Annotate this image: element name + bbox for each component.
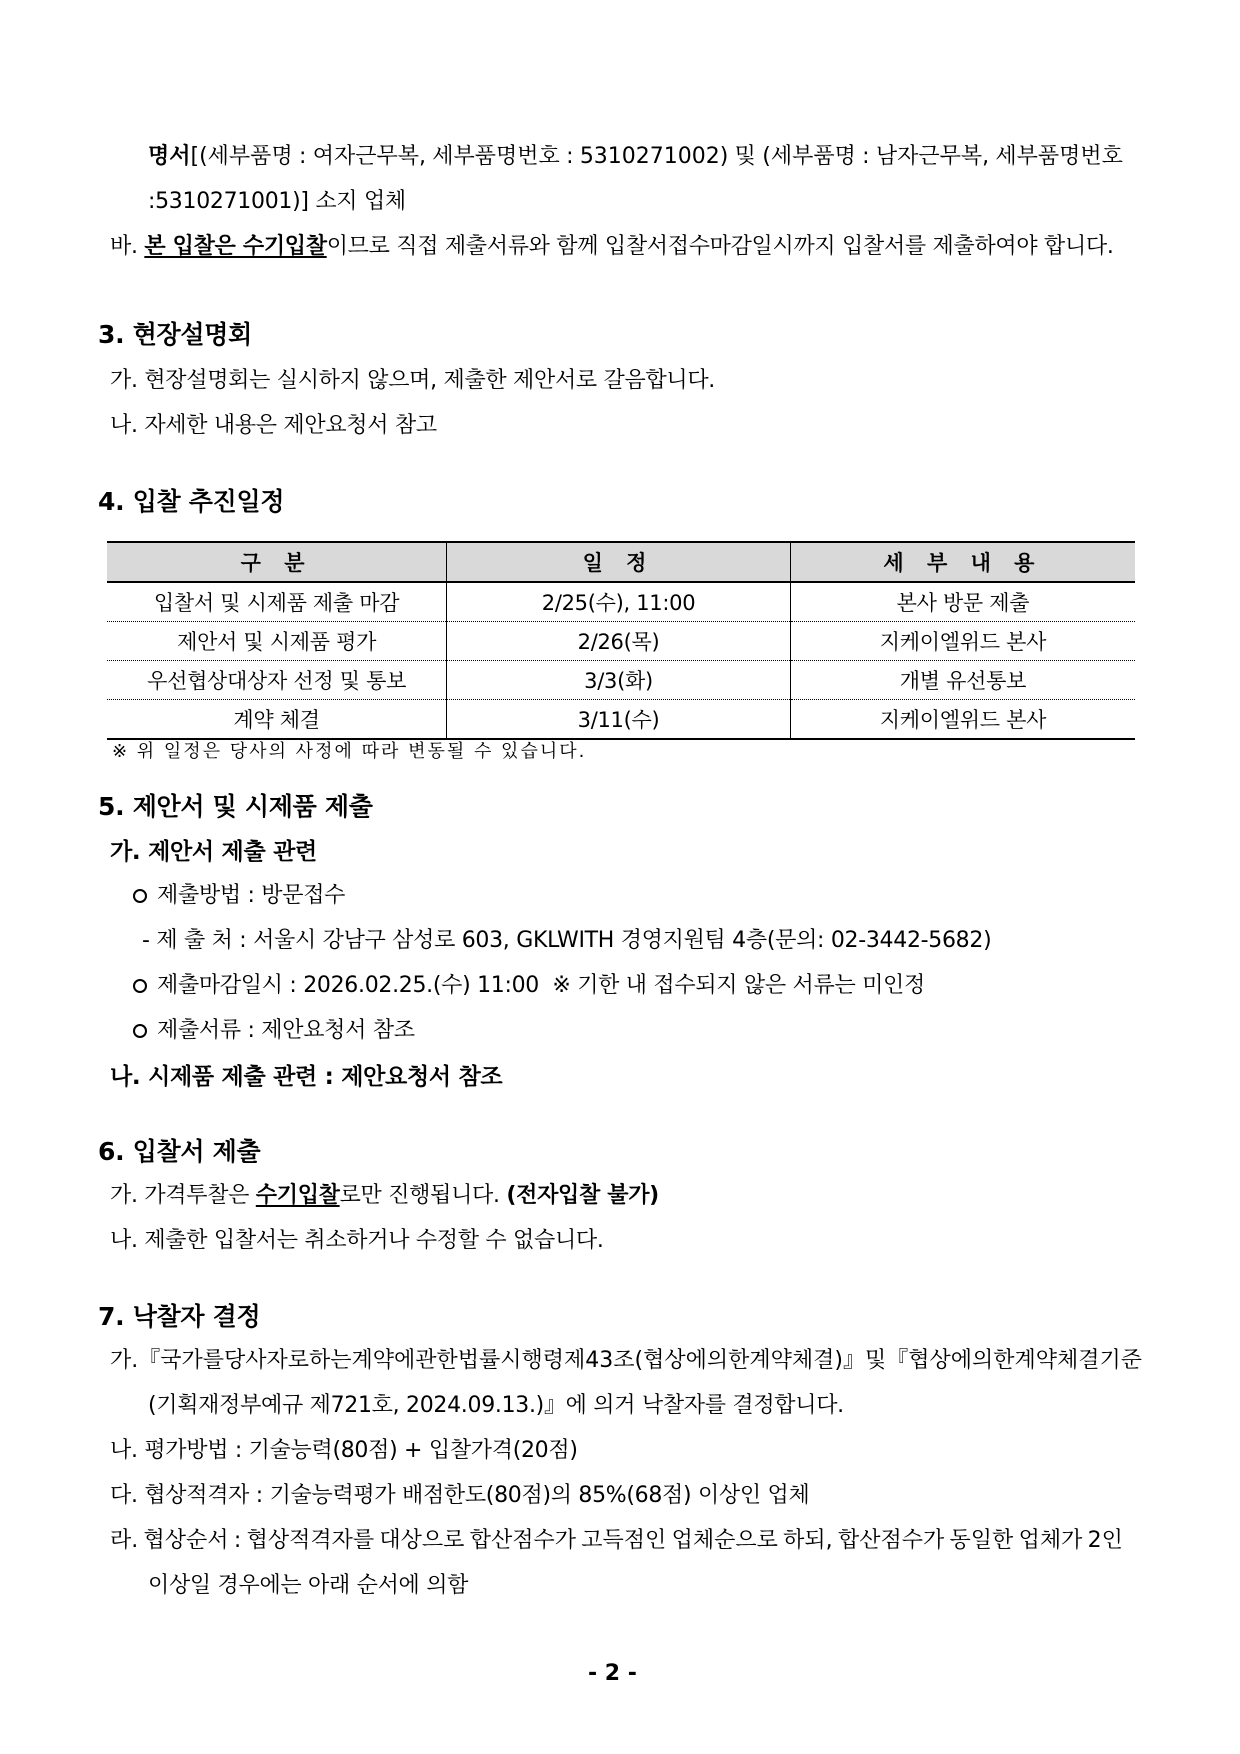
ga-word: 계약체결기준 [1014, 1348, 1143, 1373]
intro-word: 세부품명번호 [995, 144, 1123, 169]
section-5-item-documents [133, 1016, 415, 1046]
ra-word: 대상으로 [379, 1528, 465, 1553]
table-row [107, 622, 1135, 661]
table-cell: 3/3(화) [447, 661, 791, 700]
ra-word: 업체가 [1018, 1528, 1083, 1553]
ga-bold: (전자입찰 불가) [506, 1183, 659, 1208]
page-number: - 2 - [588, 1661, 637, 1686]
intro-ba-line [110, 232, 1114, 262]
schedule-header-date: 일 정 [447, 542, 791, 582]
schedule-header-category: 구 분 [107, 542, 447, 582]
section-5-sub-na: 나. 시제품 제출 관련 : 제안요청서 참조 [110, 1064, 503, 1090]
ba-underlined: 본 입찰은 수기입찰 [144, 234, 327, 259]
section-6-na: 나. 제출한 입찰서는 취소하거나 수정할 수 없습니다. [110, 1228, 604, 1253]
section-5-item-location: - 제 출 처 : 서울시 강남구 삼성로 603, GKLWITH 경영지원팀 4층(문의: 02-3442-5682) [142, 928, 992, 953]
table-cell: 2/26(목) [447, 622, 791, 661]
table-cell: 본사 방문 제출 [790, 582, 1135, 622]
item-text: 제출방법 : 방문접수 [157, 883, 346, 908]
schedule-table [107, 541, 1135, 740]
table-cell: 지케이엘위드 본사 [790, 622, 1135, 661]
ga-word: 『협상에 [886, 1348, 973, 1373]
ra-word: 협상적격자를 [246, 1528, 375, 1553]
section-5-item-method [133, 881, 345, 911]
table-cell: 3/11(수) [447, 700, 791, 740]
ga-word: 의한 [972, 1348, 1015, 1373]
section-3-ga: 가. 현장설명회는 실시하지 않으며, 제출한 제안서로 갈음합니다. [110, 368, 715, 393]
section-7-da: 다. 협상적격자 : 기술능력평가 배점한도(80점)의 85%(68점) 이상인 업체 [110, 1483, 810, 1508]
circle-bullet-icon [133, 979, 147, 993]
item-text: 제출서류 : 제안요청서 참조 [157, 1018, 415, 1043]
intro-word: 남자근무복, [875, 144, 990, 169]
intro-line-2: :5310271001)] 소지 업체 [148, 189, 406, 214]
ra-word: : [233, 1528, 242, 1553]
ba-rest: 이므로 직접 제출서류와 함께 입찰서접수마감일시까지 입찰서를 제출하여야 합니다. [326, 234, 1114, 259]
intro-word: (세부품명 [762, 144, 856, 169]
section-6-title: 6. 입찰서 제출 [98, 1137, 261, 1166]
intro-bold-word: 명서[(세부품명 [148, 144, 293, 169]
section-3-title: 3. 현장설명회 [98, 320, 252, 349]
ga-underlined: 수기입찰 [255, 1183, 340, 1208]
ga-mid: 로만 진행됩니다. [339, 1183, 507, 1208]
schedule-header-row [107, 542, 1135, 582]
intro-word: : [566, 144, 574, 169]
table-cell: 우선협상대상자 선정 및 통보 [107, 661, 447, 700]
ga-word: 의한 [706, 1348, 750, 1373]
ba-prefix: 바. [110, 234, 145, 259]
table-cell: 계약 체결 [107, 700, 447, 740]
ra-word: 협상순서 [143, 1528, 229, 1553]
ra-word: 합산점수가 [837, 1528, 945, 1553]
table-cell: 입찰서 및 시제품 제출 마감 [107, 582, 447, 622]
section-7-ra-line-1 [110, 1526, 1123, 1556]
section-7-title: 7. 낙찰자 결정 [98, 1302, 261, 1331]
intro-word: 세부품명번호 [432, 144, 560, 169]
intro-word: : [299, 144, 307, 169]
table-cell: 지케이엘위드 본사 [790, 700, 1135, 740]
schedule-header-detail: 세 부 내 용 [790, 542, 1135, 582]
ra-word: 동일한 [949, 1528, 1014, 1553]
intro-word: 5310271002) [579, 144, 729, 169]
circle-bullet-icon [133, 1024, 147, 1038]
intro-line-1 [148, 142, 1123, 172]
ga-word: 및 [865, 1348, 887, 1373]
table-row [107, 661, 1135, 700]
item-text: 제출마감일시 : 2026.02.25.(수) 11:00 ※ 기한 내 접수되지 않은 서류는 미인정 [157, 973, 925, 998]
schedule-note: ※ 위 일정은 당사의 사정에 따라 변동될 수 있습니다. [112, 741, 587, 762]
ga-word: 제43조(협상에 [564, 1348, 707, 1373]
section-7-ga-line-2: (기획재정부예규 제721호, 2024.09.13.)』에 의거 낙찰자를 결정합니다. [148, 1393, 844, 1418]
section-3-na: 나. 자세한 내용은 제안요청서 참고 [110, 413, 437, 438]
ga-prefix: 가. 가격투찰은 [110, 1183, 256, 1208]
ra-word: 하되, [783, 1528, 833, 1553]
section-6-ga [110, 1181, 659, 1211]
intro-word: 및 [734, 144, 756, 169]
ra-word: 합산점수가 [469, 1528, 576, 1553]
section-7-ga-line-1 [110, 1346, 1143, 1376]
ga-word: 『국가를당사자로하는계약에관한법률시행령 [138, 1348, 565, 1373]
ra-word: 2인 [1087, 1528, 1123, 1553]
ra-word: 고득점인 [581, 1528, 667, 1553]
intro-word: 여자근무복, [312, 144, 426, 169]
section-5-sub-ga: 가. 제안서 제출 관련 [110, 839, 317, 865]
table-cell: 개별 유선통보 [790, 661, 1135, 700]
ga-word: 계약체결)』 [749, 1348, 865, 1373]
ra-word: 업체순으로 [671, 1528, 778, 1553]
intro-word: : [862, 144, 870, 169]
section-5-item-deadline [133, 971, 925, 1001]
section-5-title: 5. 제안서 및 시제품 제출 [98, 792, 373, 821]
circle-bullet-icon [133, 889, 147, 903]
ra-word: 라. [110, 1528, 139, 1553]
section-7-ra-line-2: 이상일 경우에는 아래 순서에 의함 [148, 1573, 469, 1598]
section-4-title: 4. 입찰 추진일정 [98, 487, 285, 516]
ga-word: 가. [110, 1348, 139, 1373]
table-row [107, 700, 1135, 740]
table-cell: 2/25(수), 11:00 [447, 582, 791, 622]
table-row [107, 582, 1135, 622]
section-7-na: 나. 평가방법 : 기술능력(80점) + 입찰가격(20점) [110, 1438, 578, 1463]
table-cell: 제안서 및 시제품 평가 [107, 622, 447, 661]
